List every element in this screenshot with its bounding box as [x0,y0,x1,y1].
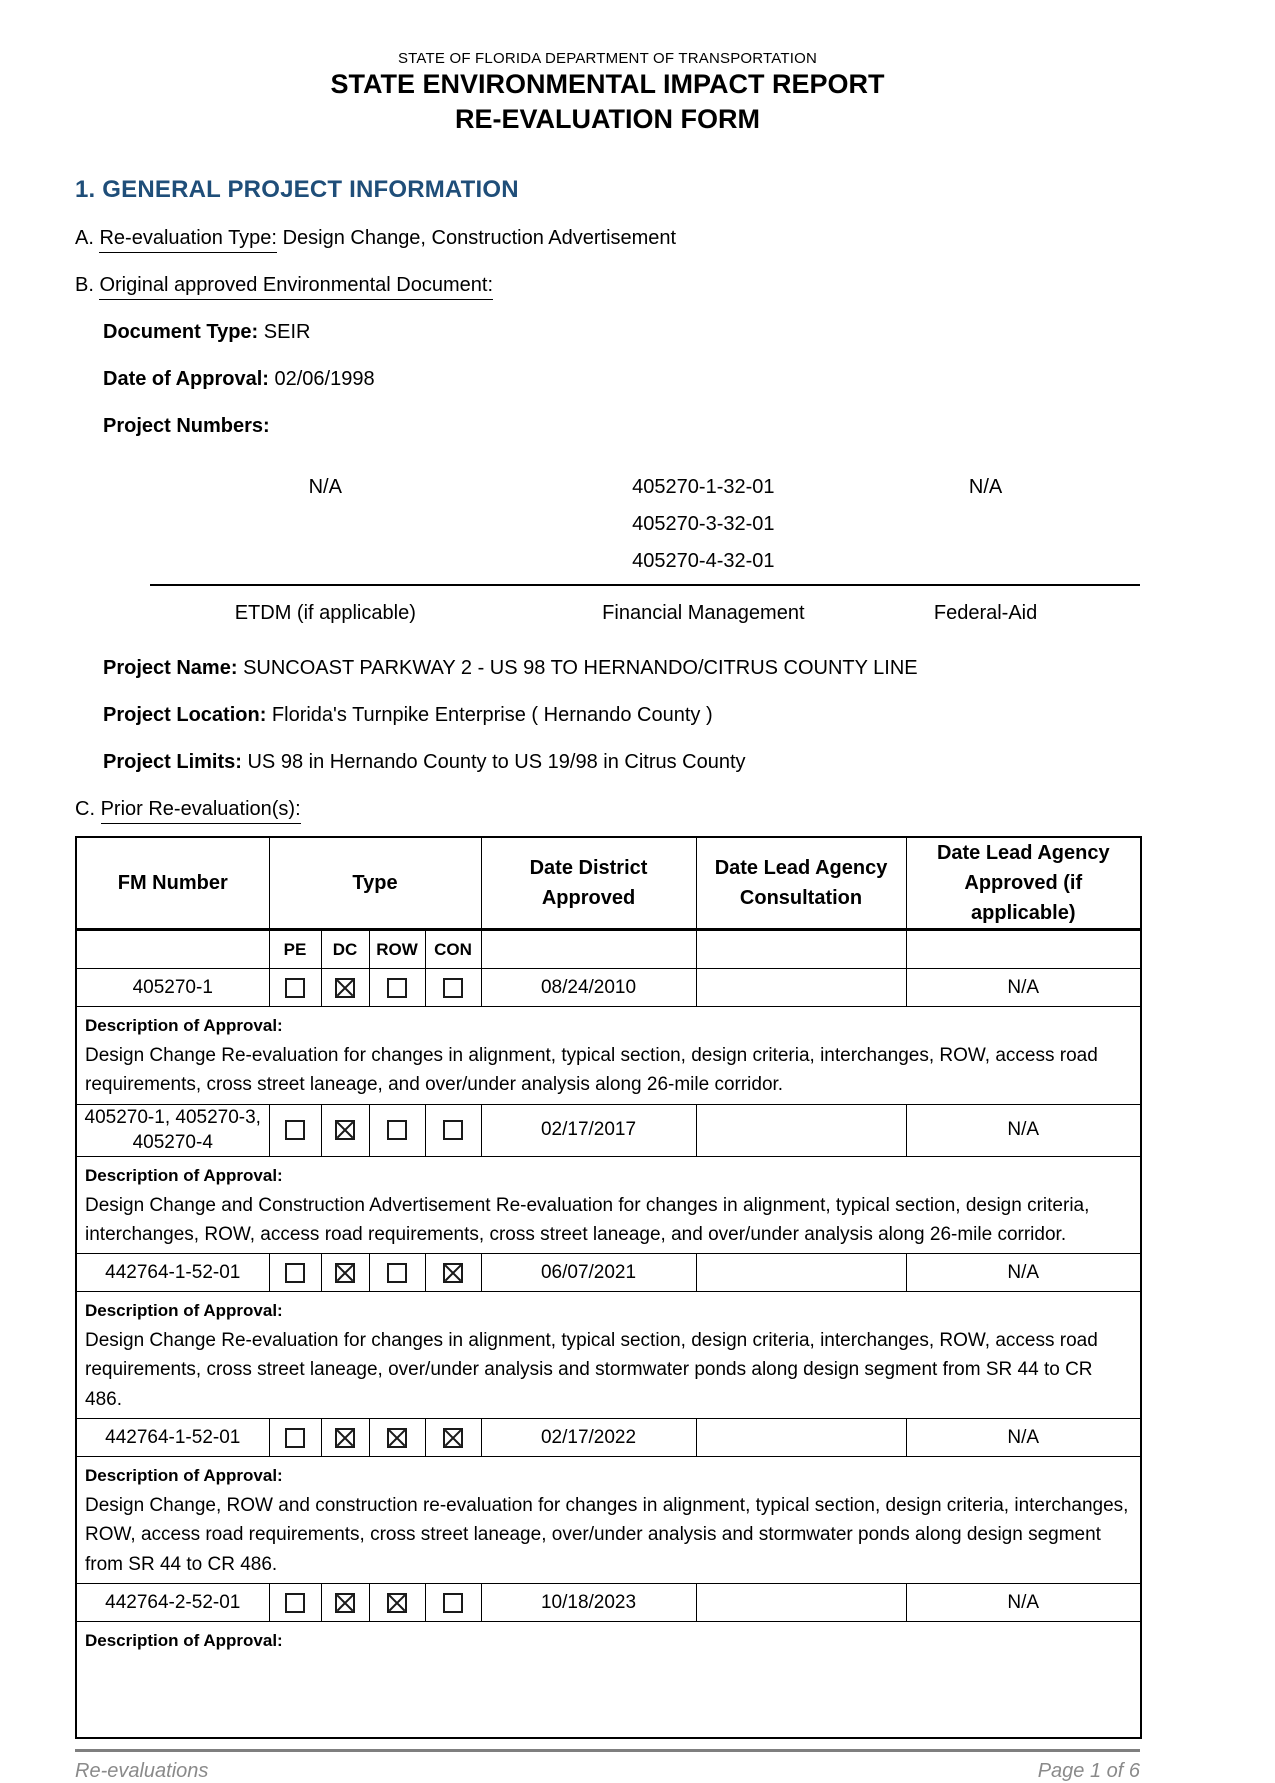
agency-line: STATE OF FLORIDA DEPARTMENT OF TRANSPORTATION [397,50,818,67]
project-numbers-block [75,469,1140,625]
description-text: Design Change Re-evaluation for changes in alignment, typical section, design criteria, interchanges, ROW, access road requirements, cross street laneage, and over/under analysis along 26-mile corridor. [85,1044,1098,1096]
fm-number-cell: 405270-1 [76,969,269,1007]
description-label: Description of Approval: [85,1301,283,1321]
description-label: Description of Approval: [85,1631,283,1651]
row-checkbox[interactable] [387,978,407,998]
description-text: Design Change and Construction Advertisement Re-evaluation for changes in alignment, typical section, design criteria, interchanges, ROW, access road requirements, cross street laneage, and over/under analysis along 26-mile corridor. [85,1194,1090,1245]
pe-checkbox[interactable] [285,1593,305,1613]
lead-agency-approved-cell: N/A [906,1254,1141,1292]
date-district-approved-cell: 10/18/2023 [481,1584,696,1622]
financial-management-numbers [576,469,832,580]
etdm-number: N/A [308,476,342,499]
date-district-approved-cell: 08/24/2010 [481,969,696,1007]
document-header [75,50,1140,136]
con-cell [425,1584,481,1622]
header-fm-number: FM Number [76,837,269,930]
document-title: STATE ENVIRONMENTAL IMPACT REPORT [330,69,885,99]
project-location-value: Florida's Turnpike Enterprise ( Hernando County ) [271,704,713,727]
dc-cell [321,1104,369,1156]
dc-checkbox[interactable] [335,1263,355,1283]
dc-checkbox[interactable] [335,1593,355,1613]
dc-checkbox[interactable] [335,1120,355,1140]
etdm-caption: ETDM (if applicable) [234,602,416,625]
fm-number-cell: 442764-1-52-01 [76,1254,269,1292]
prior-reevaluations-line [75,796,1140,822]
subheader-blank-2 [696,930,906,969]
row-checkbox[interactable] [387,1120,407,1140]
row-cell [369,1104,425,1156]
con-checkbox[interactable] [443,1263,463,1283]
table-header-row [76,837,1141,930]
document-type-line [103,319,1140,345]
project-limits-line [103,749,1140,775]
reevaluation-type-value: Design Change, Construction Advertisement [282,227,677,250]
description-row [76,1622,1141,1738]
header-date-district-approved: Date District Approved [481,837,696,930]
date-district-approved-cell: 02/17/2017 [481,1104,696,1156]
item-b-prefix: B. [75,274,94,297]
date-district-approved-cell: 02/17/2022 [481,1419,696,1457]
pe-cell [269,1254,321,1292]
description-row [76,1292,1141,1419]
lead-agency-approved-cell: N/A [906,1584,1141,1622]
table-row [76,1104,1141,1156]
document-type-label: Document Type: [103,321,259,344]
project-numbers-label: Project Numbers: [103,415,270,438]
footer-section-name: Re-evaluations [75,1759,209,1782]
dc-cell [321,969,369,1007]
subheader-fm-blank [76,930,269,969]
date-district-approved-cell: 06/07/2021 [481,1254,696,1292]
project-location-label: Project Location: [103,704,267,727]
document-subtitle: RE-EVALUATION FORM [455,103,760,134]
subheader-pe: PE [269,930,321,969]
table-subheader-row [76,930,1141,969]
row-cell [369,1419,425,1457]
con-cell [425,969,481,1007]
project-name-value: SUNCOAST PARKWAY 2 - US 98 TO HERNANDO/CITRUS COUNTY LINE [243,657,918,680]
con-checkbox[interactable] [443,1428,463,1448]
row-checkbox[interactable] [387,1428,407,1448]
date-of-approval-line [103,366,1140,392]
pe-checkbox[interactable] [285,1428,305,1448]
lead-agency-consultation-cell [696,969,906,1007]
reevaluation-type-label: Re-evaluation Type: [99,227,277,253]
project-name-label: Project Name: [103,657,238,680]
pe-cell [269,1584,321,1622]
table-row [76,1584,1141,1622]
project-numbers-line [103,413,1140,439]
pe-cell [269,1419,321,1457]
con-cell [425,1419,481,1457]
original-document-label: Original approved Environmental Document: [99,274,493,300]
pe-cell [269,969,321,1007]
dc-checkbox[interactable] [335,1428,355,1448]
prior-reevaluations-table [75,836,1142,1739]
subheader-blank-1 [481,930,696,969]
description-label: Description of Approval: [85,1016,283,1036]
description-label: Description of Approval: [85,1466,283,1486]
subheader-blank-3 [906,930,1141,969]
subheader-con: CON [425,930,481,969]
subheader-row: ROW [369,930,425,969]
description-text: Design Change, ROW and construction re-evaluation for changes in alignment, typical section, design criteria, interchanges, ROW, access road requirements, cross street laneage, over/under analysis and stormwater ponds along design segment from SR 44 to CR 486. [85,1495,1129,1575]
footer-page-number: Page 1 of 6 [1037,1759,1140,1782]
lead-agency-approved-cell: N/A [906,969,1141,1007]
document-type-value: SEIR [263,321,311,344]
description-row [76,1457,1141,1584]
fm-number-cell: 405270-1, 405270-3, 405270-4 [76,1104,269,1156]
fm-number-cell: 442764-2-52-01 [76,1584,269,1622]
project-location-line [103,702,1140,728]
header-date-lead-agency-consultation: Date Lead Agency Consultation [696,837,906,930]
lead-agency-approved-cell: N/A [906,1419,1141,1457]
row-cell [369,969,425,1007]
lead-agency-consultation-cell [696,1104,906,1156]
dc-cell [321,1254,369,1292]
row-cell [369,1584,425,1622]
pe-cell [269,1104,321,1156]
row-checkbox[interactable] [387,1263,407,1283]
financial-management-caption: Financial Management [602,602,805,625]
fm-number-cell: 442764-1-52-01 [76,1419,269,1457]
date-of-approval-value: 02/06/1998 [274,368,375,391]
header-date-lead-agency-approved: Date Lead Agency Approved (if applicable) [906,837,1141,930]
footer-rule [75,1749,1140,1752]
description-label: Description of Approval: [85,1165,283,1185]
row-cell [369,1254,425,1292]
item-a-prefix: A. [75,227,94,250]
project-name-line [103,655,1140,681]
prior-reevaluations-label: Prior Re-evaluation(s): [101,798,301,824]
table-row [76,1419,1141,1457]
header-type: Type [269,837,481,930]
reevaluation-type-line [75,225,1140,251]
fm-number-2: 405270-3-32-01 [632,513,775,536]
subheader-dc: DC [321,930,369,969]
fm-number-3: 405270-4-32-01 [632,550,775,573]
pe-checkbox[interactable] [285,1263,305,1283]
table-row [76,1254,1141,1292]
project-numbers-rule [150,584,1140,586]
dc-checkbox[interactable] [335,978,355,998]
lead-agency-approved-cell: N/A [906,1104,1141,1156]
item-c-prefix: C. [75,798,95,821]
con-checkbox[interactable] [443,1120,463,1140]
federal-aid-caption: Federal-Aid [933,602,1038,625]
lead-agency-consultation-cell [696,1419,906,1457]
description-row [76,1007,1141,1105]
dc-cell [321,1419,369,1457]
pe-checkbox[interactable] [285,978,305,998]
date-of-approval-label: Date of Approval: [103,368,269,391]
federal-aid-number: N/A [968,476,1003,499]
dc-cell [321,1584,369,1622]
pe-checkbox[interactable] [285,1120,305,1140]
lead-agency-consultation-cell [696,1584,906,1622]
con-cell [425,1254,481,1292]
row-checkbox[interactable] [387,1593,407,1613]
lead-agency-consultation-cell [696,1254,906,1292]
con-checkbox[interactable] [443,1593,463,1613]
table-row [76,969,1141,1007]
section-1-heading: 1. GENERAL PROJECT INFORMATION [75,176,519,204]
description-text: Design Change Re-evaluation for changes in alignment, typical section, design criteria, interchanges, ROW, access road requirements, cross street laneage, over/under analysis and stormwater ponds along design segment from SR 44 to CR 486. [85,1330,1098,1410]
page-footer [75,1760,1140,1783]
fm-number-1: 405270-1-32-01 [632,476,775,499]
original-document-line [75,272,1140,298]
description-row [76,1156,1141,1254]
project-limits-label: Project Limits: [103,751,242,774]
con-cell [425,1104,481,1156]
con-checkbox[interactable] [443,978,463,998]
project-limits-value: US 98 in Hernando County to US 19/98 in Citrus County [247,751,746,774]
